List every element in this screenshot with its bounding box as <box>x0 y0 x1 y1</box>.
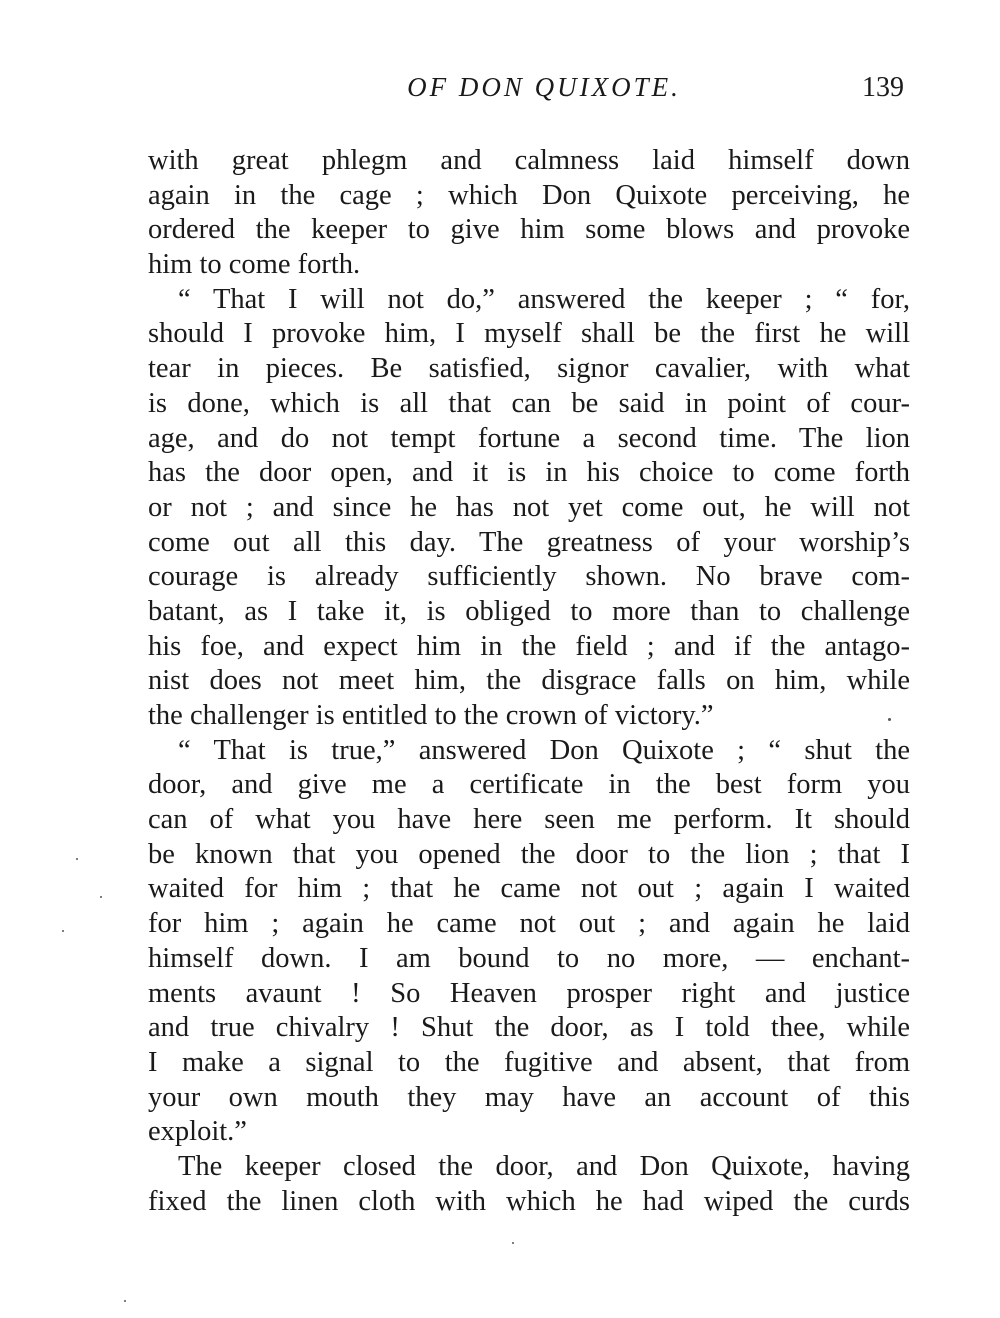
text-line: should I provoke him, I myself shall be the first he will <box>148 318 910 350</box>
scan-speck <box>62 930 64 932</box>
scan-speck <box>76 858 78 860</box>
scan-speck <box>100 896 102 898</box>
text-line: exploit.” <box>148 1116 247 1148</box>
text-line: door, and give me a certificate in the best form you <box>148 769 910 801</box>
running-title: OF DON QUIXOTE. <box>407 72 681 102</box>
text-line: tear in pieces. Be satisfied, signor cavalier, with what <box>148 353 910 385</box>
text-line: age, and do not tempt fortune a second time. The lion <box>148 422 910 454</box>
text-line: The keeper closed the door, and Don Quixote, having <box>178 1150 910 1182</box>
body-text <box>148 144 910 1219</box>
text-line: his foe, and expect him in the field ; and if the antago- <box>148 630 910 662</box>
text-line: him to come forth. <box>148 249 361 281</box>
text-line: “ That I will not do,” answered the keeper ; “ for, <box>178 283 910 315</box>
page-number: 139 <box>862 72 904 103</box>
text-line: and true chivalry ! Shut the door, as I told thee, while <box>148 1012 910 1044</box>
text-line: or not ; and since he has not yet come out, he will not <box>148 491 910 523</box>
text-line: has the door open, and it is in his choice to come forth <box>148 457 910 489</box>
scan-speck <box>888 718 891 721</box>
text-line: nist does not meet him, the disgrace falls on him, while <box>148 665 910 697</box>
text-line: again in the cage ; which Don Quixote perceiving, he <box>148 179 910 211</box>
text-line: come out all this day. The greatness of your worship’s <box>148 526 910 558</box>
text-line: is done, which is all that can be said in point of cour- <box>148 387 910 419</box>
text-line: your own mouth they may have an account of this <box>148 1081 910 1113</box>
text-line: can of what you have here seen me perform. It should <box>148 804 910 836</box>
text-line: the challenger is entitled to the crown of victory.” <box>148 700 714 731</box>
scan-speck <box>124 1300 126 1302</box>
text-line: be known that you opened the door to the lion ; that I <box>148 838 910 870</box>
text-line: himself down. I am bound to no more, — enchant- <box>148 942 910 974</box>
text-line: I make a signal to the fugitive and absent, that from <box>148 1046 910 1078</box>
text-line: ordered the keeper to give him some blows and provoke <box>148 214 910 246</box>
text-line: for him ; again he came not out ; and again he laid <box>148 908 910 940</box>
text-line: “ That is true,” answered Don Quixote ; “ shut the <box>178 734 910 766</box>
text-line: with great phlegm and calmness laid himself down <box>148 145 910 176</box>
text-line: ments avaunt ! So Heaven prosper right and justice <box>148 977 910 1009</box>
running-head <box>148 72 910 112</box>
text-line: fixed the linen cloth with which he had wiped the curds <box>148 1185 910 1217</box>
text-line: waited for him ; that he came not out ; again I waited <box>148 873 910 905</box>
scan-speck <box>512 1242 514 1244</box>
text-line: batant, as I take it, is obliged to more than to challenge <box>148 595 910 627</box>
text-line: courage is already sufficiently shown. No brave com- <box>148 561 910 593</box>
